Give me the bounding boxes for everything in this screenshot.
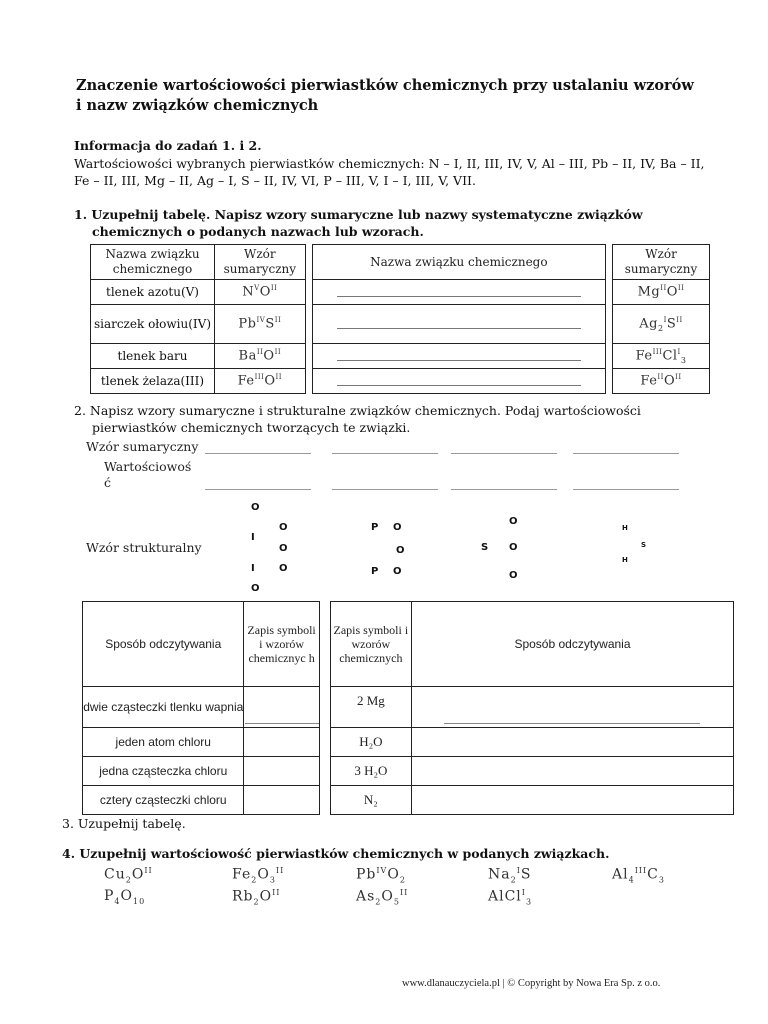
table-row	[83, 728, 734, 757]
compound: $Pb^{IV}O_2$	[356, 866, 406, 885]
compound: $Na_2^IS$	[488, 866, 532, 885]
formula-cell[interactable]: $Fe^{III}O^{II}$	[215, 369, 306, 394]
table-row	[83, 757, 734, 786]
atom-h: H	[622, 524, 628, 532]
atom-o: O	[279, 522, 288, 533]
task-1-instruction	[74, 206, 714, 240]
answer-line[interactable]	[312, 305, 605, 344]
compound: $As_2O_5^{II}$	[356, 888, 409, 907]
t2-header-reading: Sposób odczytywania	[83, 602, 244, 687]
formula-cell-right: $Ag_2^IS^{II}$	[613, 305, 710, 344]
compound: AlCl$^I_3$	[488, 888, 533, 907]
task-2-instruction	[74, 402, 714, 436]
formula-cell-right: $Fe^{III}Cl^I_3$	[613, 344, 710, 369]
blank-line[interactable]	[451, 452, 557, 454]
task-2-line-2: pierwiastków chemicznych tworzących te związki.	[92, 420, 411, 435]
t1-header-formula-2: Wzór sumaryczny	[613, 245, 710, 280]
answer-cell[interactable]	[244, 757, 319, 786]
atom-i: I	[251, 563, 255, 574]
atom-s: S	[641, 541, 647, 549]
atom-o: O	[251, 502, 260, 513]
formula-value: 2 Mg	[330, 687, 411, 728]
label-valence-cont: ć	[104, 475, 112, 490]
compound: $Fe_2O_3^{II}$	[232, 866, 285, 885]
atom-o: O	[393, 522, 402, 533]
task-3-table	[82, 601, 734, 815]
formula-cell[interactable]: $Pb^{IV}S^{II}$	[215, 305, 306, 344]
table-row	[91, 344, 710, 369]
compound: $Al_4^{III}C_3$	[612, 866, 665, 885]
blank-line[interactable]	[332, 488, 438, 490]
compound: $P_4O_{10}$	[104, 888, 146, 906]
row-name: tlenek baru	[91, 344, 215, 369]
atom-o: O	[251, 583, 260, 594]
blank-line[interactable]	[451, 488, 557, 490]
atom-o: O	[396, 545, 405, 556]
label-summary-formula: Wzór sumaryczny	[86, 439, 199, 454]
t1-header-name: Nazwa związku chemicznego	[91, 245, 215, 280]
row-name: siarczek ołowiu(IV)	[91, 305, 215, 344]
atom-o: O	[509, 542, 518, 553]
atom-h: H	[622, 556, 628, 564]
atom-o: O	[279, 543, 288, 554]
atom-i: I	[251, 532, 255, 543]
table-row	[83, 786, 734, 815]
task-2-line-1: 2. Napisz wzory sumaryczne i strukturalne związków chemicznych. Podaj wartościowości	[74, 403, 641, 418]
answer-cell[interactable]	[411, 687, 733, 728]
label-structural-formula: Wzór strukturalny	[86, 540, 202, 555]
footer-copyright: www.dlanauczyciela.pl | © Copyright by Nowa Era Sp. z o.o.	[402, 978, 661, 989]
blank-line[interactable]	[205, 488, 311, 490]
atom-s: S	[481, 542, 489, 553]
answer-line[interactable]	[312, 344, 605, 369]
answer-cell[interactable]	[244, 786, 319, 815]
blank-line[interactable]	[332, 452, 438, 454]
atom-o: O	[509, 570, 518, 581]
table-row	[83, 687, 734, 728]
formula-cell-right: $Mg^{II}O^{II}$	[613, 280, 710, 305]
answer-cell[interactable]	[244, 728, 319, 757]
row-text: jeden atom chloru	[83, 728, 244, 757]
task-3-instruction: 3. Uzupełnij tabelę.	[62, 816, 186, 831]
formula-value: H₂O	[330, 728, 411, 757]
table-row	[91, 280, 710, 305]
row-text: cztery cząsteczki chloru	[83, 786, 244, 815]
table-row	[91, 305, 710, 344]
t2-header-notation-2: Zapis symboli i wzorów chemicznych	[330, 602, 411, 687]
formula-value: N₂	[330, 786, 411, 815]
row-name: tlenek żelaza(III)	[91, 369, 215, 394]
formula-cell[interactable]: $N^VO^{II}$	[215, 280, 306, 305]
label-valence: Wartościowoś	[104, 459, 192, 474]
answer-cell[interactable]	[411, 757, 733, 786]
atom-o: O	[509, 516, 518, 527]
blank-line[interactable]	[573, 488, 679, 490]
task-1-line-1: 1. Uzupełnij tabelę. Napisz wzory sumaryczne lub nazwy systematyczne związków	[74, 207, 643, 222]
atom-p: P	[371, 566, 379, 577]
t1-header-formula: Wzór sumaryczny	[215, 245, 306, 280]
task-1-line-2: chemicznych o podanych nazwach lub wzorach.	[92, 224, 424, 239]
t2-header-notation: Zapis symboli i wzorów chemicznyc h	[244, 602, 319, 687]
info-text: Wartościowości wybranych pierwiastków chemicznych: N – I, II, III, IV, V, Al – III, Pb – II, IV, Ba – II, Fe – II, III, Mg – II, Ag – I, S – II, IV, VI, P – III, V, I – I, III, V, VII.	[74, 156, 705, 188]
formula-cell[interactable]: $Ba^{II}O^{II}$	[215, 344, 306, 369]
t2-header-reading-2: Sposób odczytywania	[411, 602, 733, 687]
answer-cell[interactable]	[411, 728, 733, 757]
table-row	[91, 369, 710, 394]
t1-header-name-2: Nazwa związku chemicznego	[312, 245, 605, 280]
atom-o: O	[393, 566, 402, 577]
formula-value: 3 H₂O	[330, 757, 411, 786]
row-text: dwie cząsteczki tlenku wapnia	[83, 687, 244, 728]
formula-cell-right: $Fe^{II}O^{II}$	[613, 369, 710, 394]
row-text: jedna cząsteczka chloru	[83, 757, 244, 786]
blank-line[interactable]	[205, 452, 311, 454]
answer-cell[interactable]	[411, 786, 733, 815]
blank-line[interactable]	[573, 452, 679, 454]
answer-line[interactable]	[312, 369, 605, 394]
atom-o: O	[279, 563, 288, 574]
row-name: tlenek azotu(V)	[91, 280, 215, 305]
compound: $Cu_2O^{II}$	[104, 866, 153, 885]
atom-p: P	[371, 522, 379, 533]
page-title: Znaczenie wartościowości pierwiastków chemicznych przy ustalaniu wzorów i nazw związków chemicznych	[76, 77, 694, 114]
task-4-instruction: 4. Uzupełnij wartościowość pierwiastków chemicznych w podanych związkach.	[62, 846, 610, 861]
compound: $Rb_2O^{II}$	[232, 888, 281, 907]
task-1-table	[90, 244, 710, 394]
answer-line[interactable]	[312, 280, 605, 305]
info-heading: Informacja do zadań 1. i 2.	[74, 138, 262, 153]
answer-cell[interactable]	[244, 687, 319, 728]
